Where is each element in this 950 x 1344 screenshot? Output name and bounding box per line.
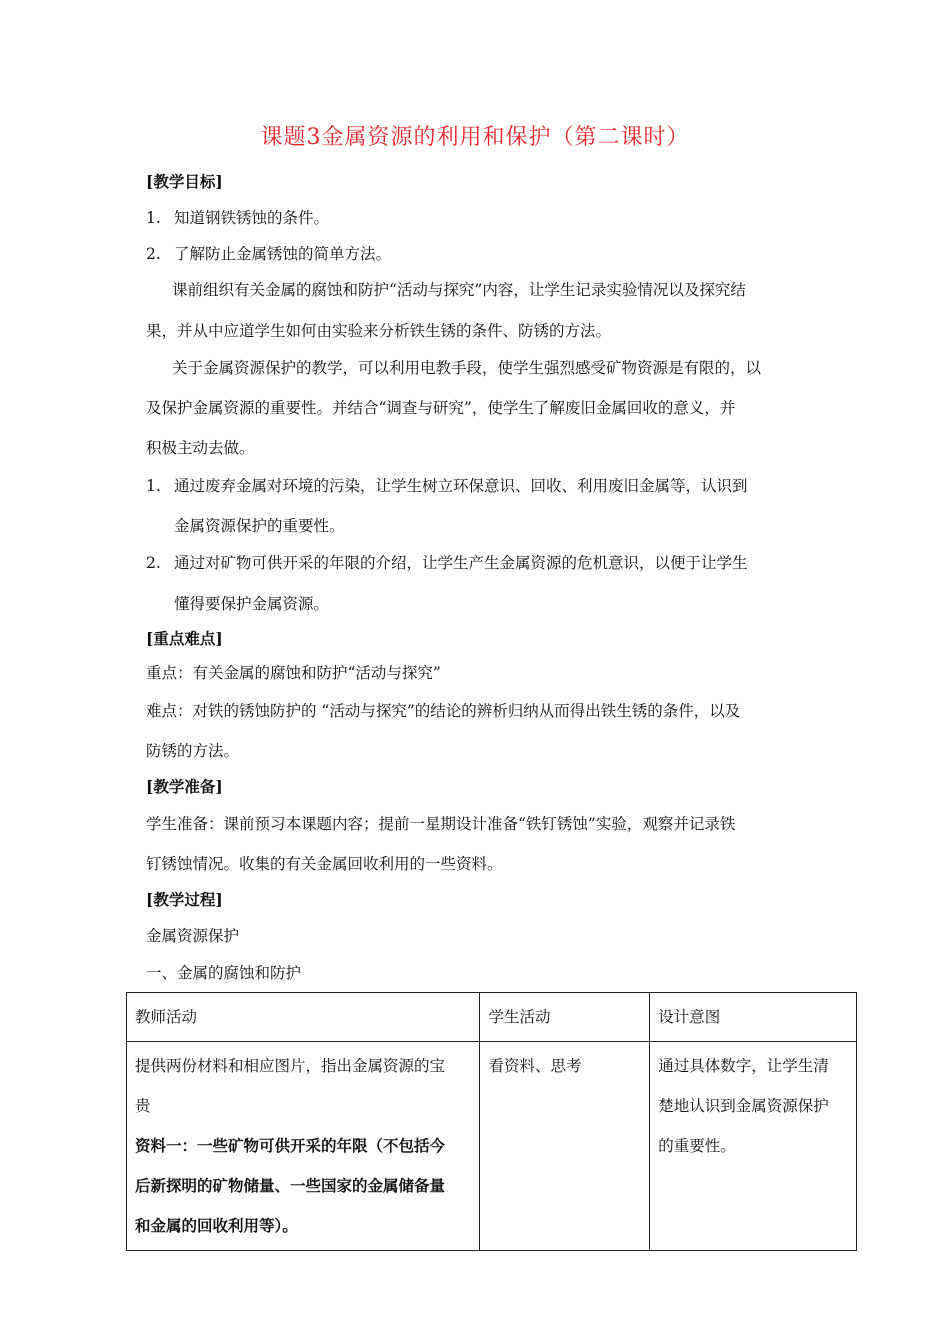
preparation-text-continuation: 钉锈蚀情况。收集的有关金属回收利用的一些资料。 <box>146 855 503 873</box>
difficult-point-continuation: 防锈的方法。 <box>146 742 240 760</box>
preparation-heading: [教学准备] <box>146 777 223 796</box>
cell-line: 贵 <box>135 1097 151 1115</box>
list-number: 2. <box>146 554 161 572</box>
cell-line: 提供两份材料和相应图片，指出金属资源的宝 <box>135 1057 446 1075</box>
list-text: 知道钢铁锈蚀的条件。 <box>174 209 330 227</box>
objective-item-2 <box>146 242 391 264</box>
list-item-continuation: 懂得要保护金属资源。 <box>174 595 330 613</box>
process-heading: [教学过程] <box>146 890 223 909</box>
objective-item-1 <box>146 206 329 228</box>
list-text: 通过对矿物可供开采的年限的介绍，让学生产生金属资源的危机意识，以便于让学生 <box>174 554 748 572</box>
list-item <box>146 551 748 573</box>
student-activity-cell <box>480 1042 650 1251</box>
process-subheading: 金属资源保护 <box>146 927 240 945</box>
difficult-point: 难点：对铁的锈蚀防护的 “活动与探究”的结论的辨析归纳从而得出铁生锈的条件，以及 <box>146 702 741 720</box>
list-text: 通过废弃金属对环境的污染，让学生树立环保意识、回收、利用废旧金属等，认识到 <box>174 477 748 495</box>
header-teacher-activity: 教师活动 <box>127 993 480 1042</box>
preparation-text: 学生准备：课前预习本课题内容；提前一星期设计准备“铁钉锈蚀”实验，观察并记录铁 <box>146 815 736 833</box>
process-section-title: 一、金属的腐蚀和防护 <box>146 964 302 982</box>
activity-table <box>126 992 857 1251</box>
paragraph-line: 课前组织有关金属的腐蚀和防护“活动与探究”内容，让学生记录实验情况以及探究结 <box>172 281 746 299</box>
cell-line-bold: 后新探明的矿物储量、一些国家的金属储备量 <box>135 1176 446 1195</box>
key-point: 重点：有关金属的腐蚀和防护“活动与探究” <box>146 664 441 682</box>
cell-line-bold: 和金属的回收利用等）。 <box>135 1216 298 1235</box>
table-row <box>127 1042 857 1251</box>
design-intent-cell <box>650 1042 857 1251</box>
objectives-heading: [教学目标] <box>146 172 223 191</box>
page-title: 课题3金属资源的利用和保护（第二课时） <box>260 125 690 150</box>
list-item <box>146 474 748 496</box>
keypoints-heading: [重点难点] <box>146 629 223 648</box>
cell-line-bold: 资料一：一些矿物可供开采的年限（不包括今 <box>135 1136 446 1155</box>
teacher-activity-cell <box>127 1042 480 1251</box>
table-header-row <box>127 993 857 1042</box>
list-number: 1. <box>146 477 161 495</box>
list-number: 2. <box>146 245 161 263</box>
paragraph-line: 关于金属资源保护的教学，可以利用电教手段，使学生强烈感受矿物资源是有限的，以 <box>172 359 762 377</box>
paragraph-line: 积极主动去做。 <box>146 439 255 457</box>
list-number: 1. <box>146 209 161 227</box>
cell-line: 楚地认识到金属资源保护 <box>658 1097 829 1115</box>
paragraph-line: 果，并从中应道学生如何由实验来分析铁生锈的条件、防锈的方法。 <box>146 322 612 340</box>
paragraph-line: 及保护金属资源的重要性。并结合“调查与研究”，使学生了解废旧金属回收的意义，并 <box>146 399 736 417</box>
header-design-intent: 设计意图 <box>650 993 857 1042</box>
header-student-activity: 学生活动 <box>480 993 650 1042</box>
list-item-continuation: 金属资源保护的重要性。 <box>174 517 345 535</box>
cell-line: 通过具体数字，让学生清 <box>658 1057 829 1075</box>
list-text: 了解防止金属锈蚀的简单方法。 <box>174 245 392 263</box>
cell-line: 看资料、思考 <box>488 1057 582 1075</box>
cell-line: 的重要性。 <box>658 1137 736 1155</box>
